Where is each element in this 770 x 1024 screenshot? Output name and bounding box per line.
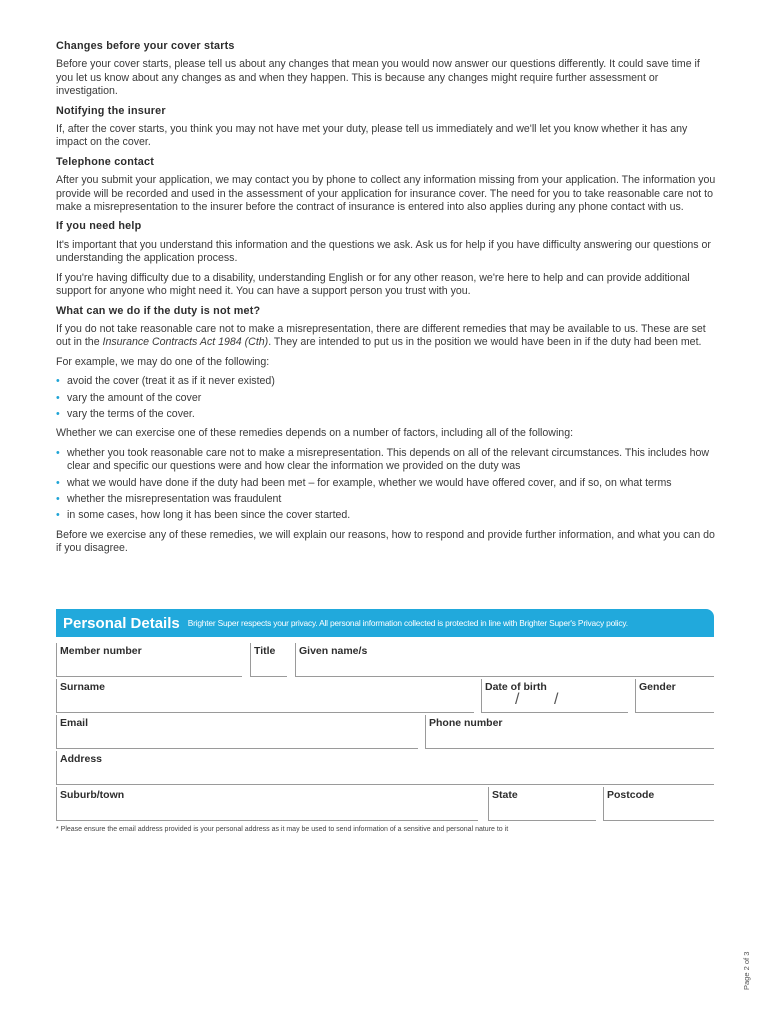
section-paragraph: Before we exercise any of these remedies, we will explain our reasons, how to respond and provide further information, and what you can do if you disagree. — [56, 528, 715, 555]
phone-number-field[interactable] — [425, 715, 714, 749]
date-separator: / — [554, 691, 559, 708]
section-notifying — [56, 105, 716, 150]
section-changes — [56, 40, 716, 99]
factors-list — [56, 447, 716, 523]
text-span: If you do not take reasonable care not to make a misrepresentation, there are different remedies that may be available to us. These are set out in the — [56, 322, 706, 349]
section-paragraph: For example, we may do one of the following: — [56, 355, 270, 368]
list-item: • whether the misrepresentation was fraudulent — [56, 493, 716, 506]
section-paragraph: After you submit your application, we may contact you by phone to collect any information missing from your application. The information you provide will be recorded and used in the assessment of your application for insurance cover. The need for you to take reasonable care not to make a misrepresentation to the insurer before the contract of insurance is entered into also applies during any phone contact with us. — [56, 174, 716, 214]
address-field[interactable] — [56, 751, 714, 785]
state-field[interactable] — [488, 787, 596, 821]
list-item: • what we would have done if the duty had been met – for example, whether we would have offered cover, and if so, on what terms — [56, 477, 716, 490]
field-label: Date of birth — [485, 681, 547, 693]
field-label: Phone number — [429, 717, 503, 729]
list-item: • vary the terms of the cover. — [56, 408, 716, 421]
list-item: • avoid the cover (treat it as if it never existed) — [56, 375, 716, 388]
remedies-list — [56, 375, 716, 421]
postcode-field[interactable] — [603, 787, 714, 821]
field-label: Member number — [60, 645, 142, 657]
privacy-statement: Brighter Super respects your privacy. All personal information collected is protected in line with Brighter Super's Privacy policy. — [187, 618, 628, 628]
section-paragraph: If you're having difficulty due to a disability, understanding English or for any other reason, we're here to help and can provide additional support for anyone who might need it. You can have a support person you trust with you. — [56, 271, 690, 298]
section-paragraph — [56, 323, 716, 350]
field-label: Suburb/town — [60, 789, 125, 801]
title-field[interactable] — [250, 643, 287, 677]
date-separator: / — [515, 691, 520, 708]
field-label: Given name/s — [299, 645, 368, 657]
field-label: State — [492, 789, 518, 801]
page-number: Page 2 of 3 — [742, 951, 751, 990]
email-field[interactable] — [56, 715, 418, 749]
field-label: Gender — [639, 681, 676, 693]
member-number-field[interactable] — [56, 643, 242, 677]
section-paragraph: If, after the cover starts, you think you may not have met your duty, please tell us immediately and we'll let you know whether it has any impact on the cover. — [56, 123, 688, 149]
disclosure-text — [56, 40, 716, 562]
field-label: Title — [254, 645, 276, 657]
section-duty — [56, 305, 716, 556]
date-of-birth-field[interactable] — [481, 679, 628, 713]
field-label: Postcode — [607, 789, 655, 801]
section-paragraph: Before your cover starts, please tell us about any changes that mean you would now answer our questions differently. It could save time if you let us know about any changes as and when they happen. This is because any changes might require further assessment or investigation. — [56, 58, 700, 98]
personal-details-title: Personal Details — [63, 614, 180, 632]
section-paragraph: It's important that you understand this information and the questions we ask. Ask us for help if you have difficulty answering our questions or understanding the application process. — [56, 238, 711, 265]
email-footnote: * Please ensure the email address provided is your personal address as it may be used to send information of a sensitive and personal nature to it — [56, 826, 509, 833]
act-title: Insurance Contracts Act 1984 (Cth) — [102, 336, 269, 349]
section-heading: Telephone contact — [56, 155, 154, 168]
list-item: • in some cases, how long it has been since the cover started. — [56, 509, 716, 522]
text-span: . They are intended to put us in the position we would have been in if the duty had been met. — [268, 336, 702, 349]
section-telephone — [56, 156, 716, 215]
list-item: • vary the amount of the cover — [56, 392, 716, 405]
suburb-field[interactable] — [56, 787, 478, 821]
field-label: Surname — [60, 681, 105, 693]
section-paragraph: Whether we can exercise one of these remedies depends on a number of factors, including all of the following: — [56, 427, 574, 440]
section-heading: What can we do if the duty is not met? — [56, 304, 261, 317]
list-item: • whether you took reasonable care not to make a misrepresentation. This depends on all of the relevant circumstances. This includes how clear and specific our questions were and how clear the information we provided on the duty was — [56, 447, 716, 474]
field-label: Address — [60, 753, 103, 765]
gender-field[interactable] — [635, 679, 714, 713]
section-help — [56, 220, 716, 298]
field-label: Email — [60, 717, 89, 729]
personal-details-header — [56, 609, 714, 637]
surname-field[interactable] — [56, 679, 474, 713]
section-heading: If you need help — [56, 220, 142, 233]
section-heading: Changes before your cover starts — [56, 40, 235, 52]
given-names-field[interactable] — [295, 643, 714, 677]
section-heading: Notifying the insurer — [56, 104, 166, 117]
